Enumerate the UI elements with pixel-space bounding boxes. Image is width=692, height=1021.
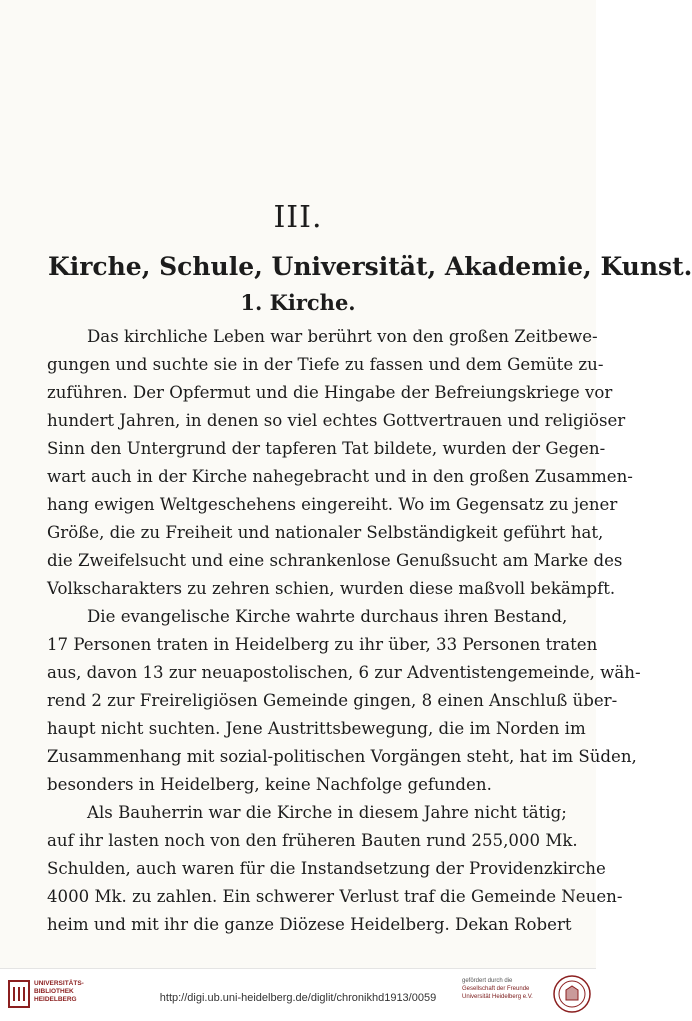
library-name-line: UNIVERSITÄTS- <box>34 980 84 987</box>
sponsor-line: Universität Heidelberg e.V. <box>462 994 533 1000</box>
text-line: rend 2 zur Freireligiösen Gemeinde gingen, 8 einen Anschluß über- <box>47 691 618 710</box>
sponsor-credit <box>462 977 533 1001</box>
text-line: aus, davon 13 zur neuapostolischen, 6 zur Adventistengemeinde, wäh- <box>47 663 641 682</box>
text-line: hang ewigen Weltgeschehens eingereiht. Wo im Gegensatz zu jener <box>47 495 618 514</box>
text-line: haupt nicht suchten. Jene Austrittsbewegung, die im Norden im <box>47 719 586 738</box>
text-line: heim und mit ihr die ganze Diözese Heidelberg. Dekan Robert <box>47 915 572 934</box>
text-line: 17 Personen traten in Heidelberg zu ihr über, 33 Personen traten <box>47 635 598 654</box>
library-name-line: BIBLIOTHEK <box>34 988 74 995</box>
text-line: Zusammenhang mit sozial-politischen Vorgängen steht, hat im Süden, <box>47 747 637 766</box>
text-line: die Zweifelsucht und eine schrankenlose Genußsucht am Marke des <box>47 551 623 570</box>
sponsor-line: gefördert durch die <box>462 978 513 984</box>
university-seal-icon <box>552 974 592 1014</box>
text-line: wart auch in der Kirche nahegebracht und in den großen Zusammen- <box>47 467 633 486</box>
viewer-footer <box>0 968 596 1021</box>
chapter-title: Kirche, Schule, Universität, Akademie, Kunst. <box>48 252 692 281</box>
text-line: zuführen. Der Opfermut und die Hingabe der Befreiungskriege vor <box>47 383 613 402</box>
library-name-line: HEIDELBERG <box>34 996 77 1003</box>
text-line: 4000 Mk. zu zahlen. Ein schwerer Verlust traf die Gemeinde Neuen- <box>47 887 623 906</box>
text-line: Volkscharakters zu zehren schien, wurden diese maßvoll bekämpft. <box>47 579 616 598</box>
text-line: gungen und suchte sie in der Tiefe zu fassen und dem Gemüte zu- <box>47 355 604 374</box>
text-line: Als Bauherrin war die Kirche in diesem Jahre nicht tätig; <box>87 803 567 822</box>
chapter-number: III. <box>273 200 323 235</box>
text-line: besonders in Heidelberg, keine Nachfolge gefunden. <box>47 775 492 794</box>
text-line: Das kirchliche Leben war berührt von den großen Zeitbewe- <box>87 327 598 346</box>
text-line: auf ihr lasten noch von den früheren Bauten rund 255,000 Mk. <box>47 831 578 850</box>
text-line: Sinn den Untergrund der tapferen Tat bildete, wurden der Gegen- <box>47 439 606 458</box>
text-line: Die evangelische Kirche wahrte durchaus ihren Bestand, <box>87 607 568 626</box>
text-line: hundert Jahren, in denen so viel echtes Gottvertrauen und religiöser <box>47 411 626 430</box>
permalink-url[interactable]: http://digi.ub.uni-heidelberg.de/diglit/chronikhd1913/0059 <box>159 992 437 1004</box>
text-line: Schulden, auch waren für die Instandsetzung der Providenzkirche <box>47 859 606 878</box>
section-title: 1. Kirche. <box>240 290 356 315</box>
sponsor-line: Gesellschaft der Freunde <box>462 986 530 992</box>
text-line: Größe, die zu Freiheit und nationaler Selbständigkeit geführt hat, <box>47 523 604 542</box>
